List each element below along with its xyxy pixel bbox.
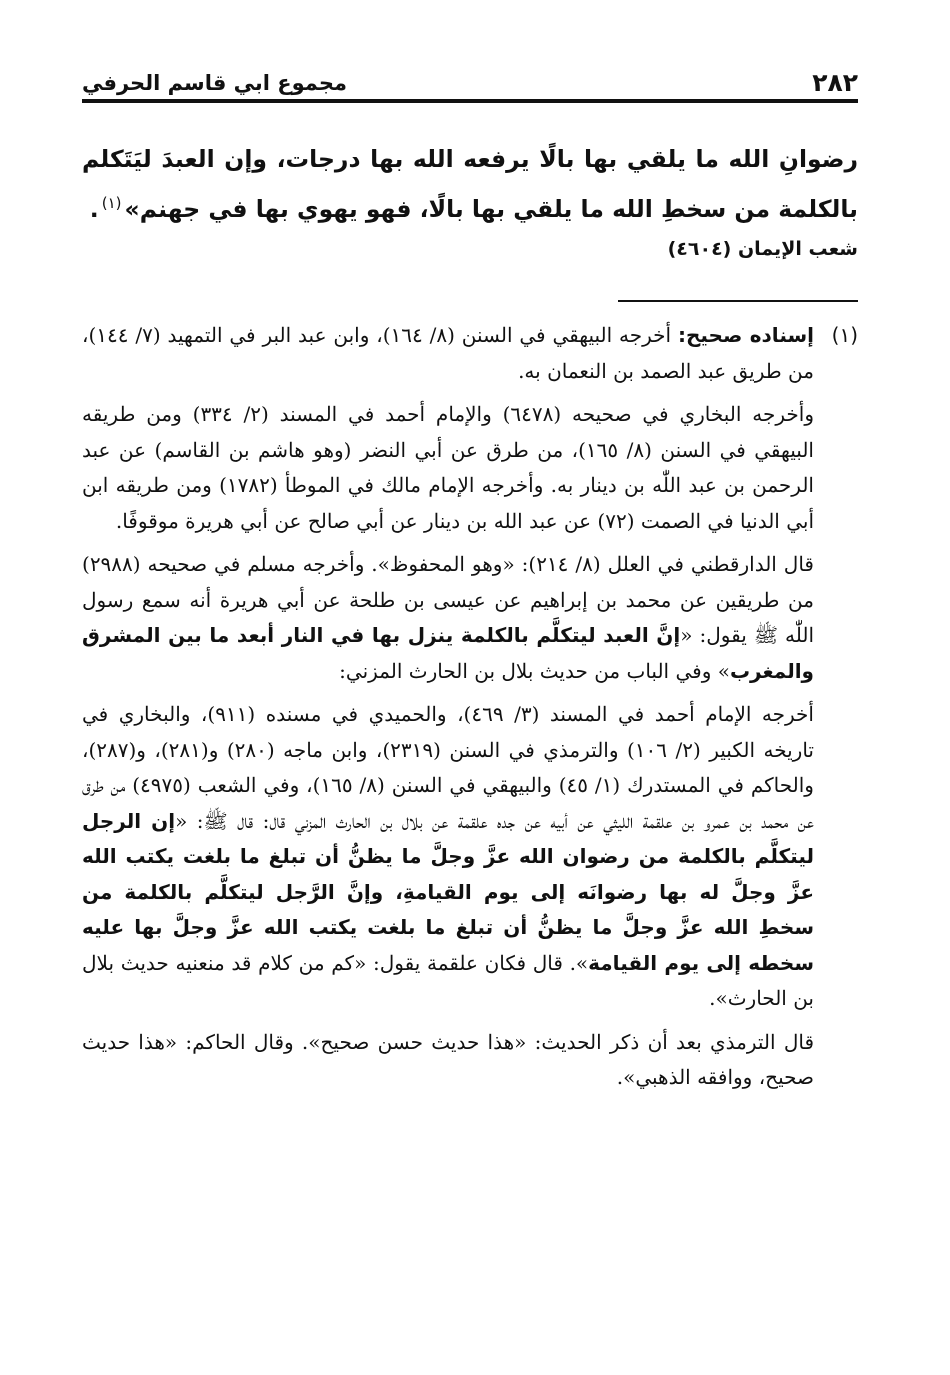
- muslim-hadith-quote: إنَّ العبد ليتكلَّم بالكلمة ينزل بها في النار أبعد ما بين المشرق والمغرب: [82, 623, 814, 683]
- footnote-paragraph-3: [82, 547, 814, 689]
- footnote-paragraph-1-text: أخرجه البيهقي في السنن (٨/ ١٦٤)، وابن عبد البر في التمهيد (٧/ ١٤٤)، من طريق عبد الصمد بن النعمان به.: [82, 323, 814, 383]
- footnote-paragraph-3-text-a: قال الدارقطني في العلل (٨/ ٢١٤): «وهو المحفوظ». وأخرجه مسلم في صحيحه (٢٩٨٨) من طريقين عن محمد بن إبراهيم عن عيسى بن طلحة عن أبي هريرة أنه سمع رسول اللّٰه ﷺ يقول: «: [82, 552, 815, 647]
- footnote-paragraph-4: [82, 697, 814, 1017]
- footnote-paragraph-2: وأخرجه البخاري في صحيحه (٦٤٧٨) والإمام أحمد في المسند (٢/ ٣٣٤) ومن طريقه البيهقي في السنن (٨/ ١٦٥)، من طرق عن أبي النضر (وهو هاشم بن القاسم) عن عبد الرحمن بن عبد اللّٰه بن دينار به. وأخرجه الإمام مالك في الموطأ (١٧٨٢) ومن طريقه ابن أبي الدنيا في الصمت (٧٢) عن عبد الله بن دينار عن أبي صالح عن أبي هريرة موقوفًا.: [82, 402, 814, 533]
- bilal-hadith-quote: إن الرجل ليتكلَّم بالكلمة من رضوان الله عزَّ وجلَّ ما يظنُّ أن تبلغ ما بلغت يكتب الله عزَّ وجلَّ له بها رضوانَه إلى يوم القيامةِ، وإنَّ الرَّجل ليتكلَّم بالكلمة من سخطِ الله عزَّ وجلَّ ما يظنُّ أن تبلغ ما بلغت يكتب الله عزَّ وجلَّ بها عليه سخطه إلى يوم القيامة: [82, 808, 814, 975]
- header-rule: [82, 99, 858, 103]
- footnote-reference: (١): [101, 194, 122, 213]
- hadith-source: شعب الإيمان (٤٦٠٤): [667, 238, 858, 260]
- hadith-text: [82, 134, 858, 234]
- footnote-paragraph-3-text-b: » وفي الباب من حديث بلال بن الحارث المزني:: [339, 658, 730, 683]
- page-number: ٢٨٢: [812, 68, 858, 97]
- running-header: [82, 58, 858, 98]
- hadith-body: رضوانِ الله ما يلقي بها بالًا يرفعه الله بها درجات، وإن العبدَ ليَتَكلم بالكلمة من سخطِ الله ما يلقي بها بالًا، فهو يهوي بها في جهنم»: [82, 145, 858, 223]
- footnote-paragraph-4-text-a: أخرجه الإمام أحمد في المسند (٣/ ٤٦٩)، والحميدي في مسنده (٩١١)، والبخاري في تاريخه الكبير (٢/ ١٠٦) والترمذي في السنن (٢٣١٩)، وابن ماجه (٢٨٠) و(٢٨١)، و(٢٨٧)، والحاكم في المستدرك (١/ ٤٥) والبيهقي في السنن (٨/ ١٦٥)، وفي الشعب (٤٩٧٥) من طرق عن محمد بن عمرو بن علقمة الليثي عن أبيه عن جده علقمة عن بلال بن الحارث المزني قال: قال ﷺ: «: [82, 702, 814, 833]
- footnote-paragraph-5: قال الترمذي بعد أن ذكر الحديث: «هذا حديث حسن صحيح». وقال الحاكم: «هذا حديث صحيح، ووافقه الذهبي».: [82, 1029, 814, 1089]
- isnad-grade: إسناده صحيح:: [677, 323, 815, 347]
- footnote-number: (١): [831, 323, 858, 347]
- book-title: مجموع ابي قاسم الحرفي: [82, 71, 348, 95]
- hadith-end-mark: .: [89, 195, 99, 223]
- footnote-separator: [618, 300, 858, 302]
- footnote-paragraph-1: [82, 318, 814, 389]
- footnote-paragraph-4-text-b: ». قال فكان علقمة يقول: «كم من كلام قد منعنيه حديث بلال بن الحارث».: [82, 950, 814, 1010]
- footnote: [82, 318, 858, 1104]
- footnote-block: [82, 318, 858, 1104]
- footnote-body: [82, 318, 814, 1104]
